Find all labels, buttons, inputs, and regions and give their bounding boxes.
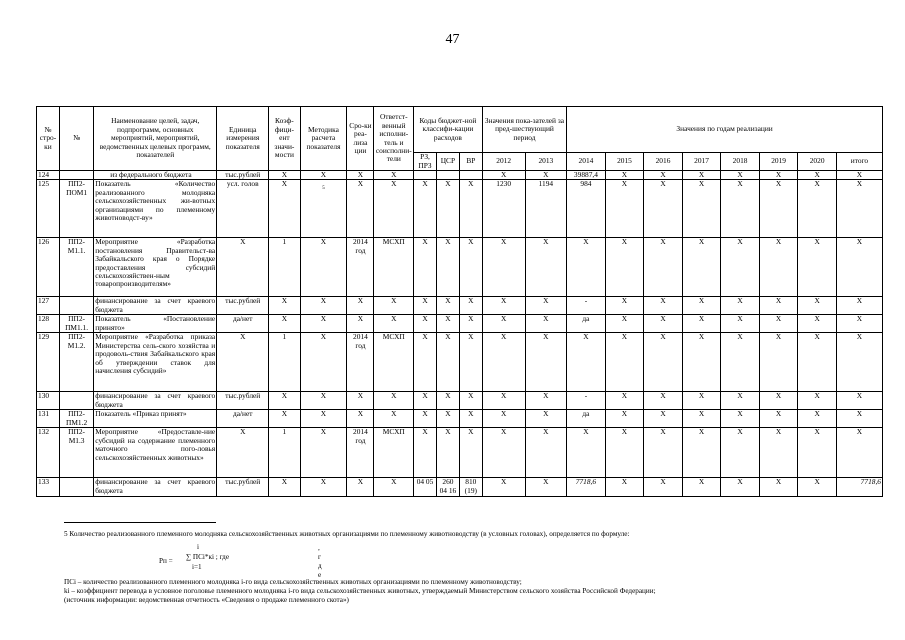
cell-2018: Х xyxy=(721,428,760,478)
cell-2013: Х xyxy=(525,171,567,180)
cell-row-number: 130 xyxy=(37,392,60,410)
cell-2020: Х xyxy=(798,180,837,238)
cell-2019: Х xyxy=(759,333,798,392)
cell-rz: Х xyxy=(414,238,437,297)
cell-2012: Х xyxy=(482,333,525,392)
cell-code xyxy=(59,297,93,315)
header-year-2015: 2015 xyxy=(605,153,644,171)
cell-total: Х xyxy=(836,392,882,410)
cell-2015: Х xyxy=(605,171,644,180)
header-unit: Единица измерения показателя xyxy=(217,107,269,171)
cell-row-number: 126 xyxy=(37,238,60,297)
table-row xyxy=(37,392,883,410)
cell-row-number: 125 xyxy=(37,180,60,238)
header-year-2016: 2016 xyxy=(644,153,683,171)
header-csr: ЦСР xyxy=(436,153,459,171)
cell-2017: Х xyxy=(682,392,721,410)
cell-total: Х xyxy=(836,333,882,392)
header-method: Методика расчета показателя xyxy=(300,107,347,171)
cell-rz: Х xyxy=(414,392,437,410)
formula-sum: ∑ ПСі*кі ; где xyxy=(186,553,230,561)
cell-responsible: Х xyxy=(374,315,414,333)
cell-total: Х xyxy=(836,171,882,180)
header-year-2017: 2017 xyxy=(682,153,721,171)
cell-vr: Х xyxy=(459,297,482,315)
cell-2016: Х xyxy=(644,392,683,410)
cell-unit: да/нет xyxy=(217,410,269,428)
cell-vr: 810 (19) xyxy=(459,478,482,497)
cell-2014: - xyxy=(567,297,606,315)
cell-row-number: 124 xyxy=(37,171,60,180)
cell-csr: 260 04 16 xyxy=(436,478,459,497)
cell-2012: Х xyxy=(482,171,525,180)
cell-vr: Х xyxy=(459,428,482,478)
cell-unit: тыс.рублей xyxy=(217,297,269,315)
cell-2012: Х xyxy=(482,315,525,333)
cell-code: ПП2-М1.2. xyxy=(59,333,93,392)
cell-csr: Х xyxy=(436,392,459,410)
cell-code: ПП2-ПМ1.2 xyxy=(59,410,93,428)
cell-2019: Х xyxy=(759,315,798,333)
cell-2020: Х xyxy=(798,238,837,297)
header-name: Наименование целей, задач, подпрограмм, основных мероприятий, мероприятий, ведомственных целевых программ, показателей xyxy=(94,107,217,171)
table-row xyxy=(37,297,883,315)
cell-method: Х xyxy=(300,428,347,478)
cell-coefficient: Х xyxy=(269,315,300,333)
cell-2017: Х xyxy=(682,238,721,297)
cell-2013: Х xyxy=(525,315,567,333)
table-row xyxy=(37,180,883,238)
cell-method-footnote-ref: 5 xyxy=(300,180,347,238)
cell-term: Х xyxy=(347,410,374,428)
cell-2015: Х xyxy=(605,410,644,428)
cell-2018: Х xyxy=(721,392,760,410)
table-row xyxy=(37,428,883,478)
cell-2019: Х xyxy=(759,297,798,315)
cell-2019: Х xyxy=(759,478,798,497)
cell-rz: Х xyxy=(414,428,437,478)
header-responsible: Ответст-венный исполни-тель и соисполни-тели xyxy=(374,107,414,171)
cell-code: ПП2-ПОМ1 xyxy=(59,180,93,238)
cell-2018: Х xyxy=(721,410,760,428)
cell-total: 7718,6 xyxy=(836,478,882,497)
table-row xyxy=(37,333,883,392)
cell-name: финансирование за счет краевого бюджета xyxy=(95,391,216,409)
table-row xyxy=(37,171,883,180)
cell-method: Х xyxy=(300,171,347,180)
cell-2016: Х xyxy=(644,315,683,333)
cell-csr: Х xyxy=(436,315,459,333)
cell-2013: Х xyxy=(525,410,567,428)
cell-2018: Х xyxy=(721,171,760,180)
cell-2019: Х xyxy=(759,238,798,297)
indicator-table xyxy=(36,106,883,497)
page-number: 47 xyxy=(445,32,460,47)
formula-lhs: Рп = xyxy=(159,557,173,565)
formula-lower-limit: i=1 xyxy=(192,563,202,571)
cell-coefficient: Х xyxy=(269,180,300,238)
cell-term: 2014 год xyxy=(347,428,374,478)
cell-2015: Х xyxy=(605,392,644,410)
cell-2016: Х xyxy=(644,171,683,180)
cell-2019: Х xyxy=(759,171,798,180)
cell-rz: Х xyxy=(414,315,437,333)
cell-name: Мероприятие «Разработка постановления Правительст-ва Забайкальского края о Порядке предоставления субсидий сельскохозяйствен-ным товаропроизводителям» xyxy=(94,238,217,297)
cell-2017: Х xyxy=(682,315,721,333)
footnote-separator xyxy=(64,522,216,523)
cell-rz: Х xyxy=(414,410,437,428)
cell-2016: Х xyxy=(644,410,683,428)
cell-2014: 984 xyxy=(567,180,606,238)
cell-vr: Х xyxy=(459,392,482,410)
cell-name: из федерального бюджета xyxy=(94,171,217,180)
cell-2016: Х xyxy=(644,180,683,238)
cell-row-number: 131 xyxy=(37,410,60,428)
cell-2015: Х xyxy=(605,238,644,297)
cell-2014: 39887,4 xyxy=(567,171,606,180)
cell-2019: Х xyxy=(759,180,798,238)
cell-term: Х xyxy=(347,297,374,315)
cell-unit: Х xyxy=(217,333,269,392)
header-budget-codes: Коды бюджет-ной классифи-кации расходов xyxy=(414,107,483,153)
header-years: Значения по годам реализации xyxy=(567,107,883,153)
cell-csr: Х xyxy=(436,180,459,238)
cell-2012: Х xyxy=(482,392,525,410)
cell-2013: Х xyxy=(525,333,567,392)
cell-method: Х xyxy=(300,410,347,428)
cell-coefficient: Х xyxy=(269,392,300,410)
formula-upper-limit: i xyxy=(197,543,199,551)
cell-2012: Х xyxy=(482,297,525,315)
cell-unit: тыс.рублей xyxy=(217,478,269,497)
cell-2016: Х xyxy=(644,238,683,297)
cell-2017: Х xyxy=(682,428,721,478)
cell-coefficient: 1 xyxy=(269,428,300,478)
cell-method: Х xyxy=(300,392,347,410)
cell-2018: Х xyxy=(721,238,760,297)
cell-row-number: 129 xyxy=(37,333,60,392)
cell-unit: да/нет xyxy=(217,315,269,333)
cell-coefficient: Х xyxy=(269,297,300,315)
cell-2013: Х xyxy=(525,478,567,497)
cell-rz: Х xyxy=(414,333,437,392)
cell-rz xyxy=(414,171,437,180)
cell-name: Мероприятие «Предоставле-ние субсидий на содержание племенного маточного пого-ловья сельскохозяйственных животных» xyxy=(94,428,217,478)
cell-2019: Х xyxy=(759,392,798,410)
cell-vr: Х xyxy=(459,315,482,333)
formula-side-chars: , г д е xyxy=(318,544,322,579)
cell-2020: Х xyxy=(798,428,837,478)
cell-2020: Х xyxy=(798,297,837,315)
cell-name: Мероприятие «Разработка приказа Министерства сель-ского хозяйства и продоволь-ствия Забайкальского края об утверждении ставок для начисления субсидий» xyxy=(94,333,217,392)
cell-method: Х xyxy=(300,333,347,392)
cell-row-number: 128 xyxy=(37,315,60,333)
cell-method: Х xyxy=(300,238,347,297)
cell-responsible: Х xyxy=(374,180,414,238)
cell-2017: Х xyxy=(682,171,721,180)
cell-coefficient: 1 xyxy=(269,238,300,297)
cell-csr: Х xyxy=(436,297,459,315)
cell-vr: Х xyxy=(459,410,482,428)
cell-2015: Х xyxy=(605,180,644,238)
cell-rz: 04 05 xyxy=(414,478,437,497)
cell-2017: Х xyxy=(682,180,721,238)
cell-rz: Х xyxy=(414,180,437,238)
header-year-2018: 2018 xyxy=(721,153,760,171)
cell-2014: Х xyxy=(567,238,606,297)
cell-responsible: МСХП xyxy=(374,428,414,478)
cell-responsible: Х xyxy=(374,392,414,410)
cell-csr xyxy=(436,171,459,180)
cell-2020: Х xyxy=(798,333,837,392)
header-vr: ВР xyxy=(459,153,482,171)
cell-2016: Х xyxy=(644,428,683,478)
cell-2017: Х xyxy=(682,333,721,392)
cell-name: финансирование за счет краевого бюджета xyxy=(94,478,217,497)
cell-coefficient: Х xyxy=(269,478,300,497)
cell-2012: Х xyxy=(482,238,525,297)
cell-unit: тыс.рублей xyxy=(217,171,269,180)
cell-2013: Х xyxy=(525,392,567,410)
cell-row-number: 127 xyxy=(37,297,60,315)
cell-csr: Х xyxy=(436,333,459,392)
cell-2014: Х xyxy=(567,428,606,478)
cell-2018: Х xyxy=(721,297,760,315)
cell-row-number: 132 xyxy=(37,428,60,478)
cell-2014: 7718,6 xyxy=(567,478,606,497)
cell-row-number: 133 xyxy=(37,478,60,497)
cell-2020: Х xyxy=(798,171,837,180)
header-previous-period: Значения пока-зателей за пред-шествующий период xyxy=(482,107,566,153)
header-year-2020: 2020 xyxy=(798,153,837,171)
cell-responsible: МСХП xyxy=(374,333,414,392)
cell-coefficient: 1 xyxy=(269,333,300,392)
cell-2014: да xyxy=(567,410,606,428)
cell-responsible: Х xyxy=(374,171,414,180)
cell-term: 2014 год xyxy=(347,238,374,297)
footnote-source: (источник информации: ведомственная отчетность «Сведения о продаже племенного скота») xyxy=(64,596,349,604)
cell-code: ПП2-М1.3 xyxy=(59,428,93,478)
cell-2013: 1194 xyxy=(525,180,567,238)
cell-code: ПП2-ПМ1.1. xyxy=(59,315,93,333)
cell-term: Х xyxy=(347,180,374,238)
cell-term: Х xyxy=(347,171,374,180)
cell-2020: Х xyxy=(798,315,837,333)
cell-2018: Х xyxy=(721,478,760,497)
cell-2018: Х xyxy=(721,180,760,238)
cell-rz: Х xyxy=(414,297,437,315)
table-row xyxy=(37,478,883,497)
cell-responsible: Х xyxy=(374,410,414,428)
header-year-2013: 2013 xyxy=(525,153,567,171)
cell-term: Х xyxy=(347,315,374,333)
cell-2015: Х xyxy=(605,297,644,315)
cell-2013: Х xyxy=(525,428,567,478)
cell-unit: усл. голов xyxy=(217,180,269,238)
cell-unit: Х xyxy=(217,428,269,478)
cell-2016: Х xyxy=(644,297,683,315)
cell-code xyxy=(59,171,93,180)
cell-2012: Х xyxy=(482,478,525,497)
cell-term: Х xyxy=(347,478,374,497)
cell-2018: Х xyxy=(721,333,760,392)
header-coefficient: Коэф-фици-ент значи-мости xyxy=(269,107,300,171)
footnote-text: 5 Количество реализованного племенного молодняка сельскохозяйственных животных организациями по племенному животноводству (в условных головах), определяется по формуле: xyxy=(64,530,630,538)
cell-2014: да xyxy=(567,315,606,333)
cell-2017: Х xyxy=(682,478,721,497)
cell-code: ПП2-М1.1. xyxy=(59,238,93,297)
cell-vr: Х xyxy=(459,180,482,238)
header-year-2014: 2014 xyxy=(567,153,606,171)
table-row xyxy=(37,410,883,428)
cell-unit: Х xyxy=(217,238,269,297)
cell-2012: Х xyxy=(482,428,525,478)
header-year-2019: 2019 xyxy=(759,153,798,171)
cell-2015: Х xyxy=(605,478,644,497)
cell-2016: Х xyxy=(644,478,683,497)
cell-coefficient: Х xyxy=(269,410,300,428)
cell-vr: Х xyxy=(459,238,482,297)
cell-total: Х xyxy=(836,180,882,238)
cell-2020: Х xyxy=(798,410,837,428)
cell-responsible: МСХП xyxy=(374,238,414,297)
cell-2013: Х xyxy=(525,238,567,297)
cell-method: Х xyxy=(300,315,347,333)
cell-vr xyxy=(459,171,482,180)
cell-method: Х xyxy=(300,297,347,315)
cell-responsible: Х xyxy=(374,297,414,315)
cell-2017: Х xyxy=(682,297,721,315)
table-row xyxy=(37,238,883,297)
cell-term: Х xyxy=(347,392,374,410)
footnote-definition-psi: ПСі – количество реализованного племенного молодняка i-го вида сельскохозяйственных животных организациями по племенному животноводству; xyxy=(64,578,522,586)
cell-total: Х xyxy=(836,410,882,428)
cell-code xyxy=(59,478,93,497)
cell-csr: Х xyxy=(436,428,459,478)
cell-2019: Х xyxy=(759,428,798,478)
cell-2012: Х xyxy=(482,410,525,428)
header-no: № xyxy=(59,107,93,171)
cell-2018: Х xyxy=(721,315,760,333)
cell-name: Показатель «Постановление принято» xyxy=(95,314,216,332)
cell-method: Х xyxy=(300,478,347,497)
cell-unit: тыс.рублей xyxy=(217,392,269,410)
cell-name: финансирование за счет краевого бюджета xyxy=(95,296,216,314)
cell-2012: 1230 xyxy=(482,180,525,238)
footnote-definition-ki: kі – коэффициент перевода в условное поголовье племенного молодняка i-го вида сельскохозяйственных животных, утверждаемый Министерством сельского хозяйства Российской Федерации; xyxy=(64,587,656,595)
cell-2017: Х xyxy=(682,410,721,428)
cell-total: Х xyxy=(836,297,882,315)
cell-vr: Х xyxy=(459,333,482,392)
cell-csr: Х xyxy=(436,238,459,297)
cell-total: Х xyxy=(836,315,882,333)
header-rz: РЗ, ПРЗ xyxy=(414,153,437,171)
cell-name: Показатель «Приказ принят» xyxy=(94,410,217,428)
cell-2014: - xyxy=(567,392,606,410)
cell-responsible: Х xyxy=(374,478,414,497)
header-term: Сро-ки реа-лиза ции xyxy=(347,107,374,171)
cell-code xyxy=(59,392,93,410)
cell-csr: Х xyxy=(436,410,459,428)
header-row-no: № стро-ки xyxy=(37,107,60,171)
cell-2015: Х xyxy=(605,333,644,392)
cell-name: Показатель «Количество реализованного молодняка сельскохозяйственных жи-вотных организациями по племенному животноводст-ву» xyxy=(94,180,217,238)
cell-2016: Х xyxy=(644,333,683,392)
cell-2013: Х xyxy=(525,297,567,315)
cell-coefficient: Х xyxy=(269,171,300,180)
cell-2014: Х xyxy=(567,333,606,392)
header-total: итого xyxy=(836,153,882,171)
cell-term: 2014 год xyxy=(347,333,374,392)
cell-2020: Х xyxy=(798,392,837,410)
cell-2019: Х xyxy=(759,410,798,428)
header-year-2012: 2012 xyxy=(482,153,525,171)
cell-total: Х xyxy=(836,428,882,478)
cell-2015: Х xyxy=(605,428,644,478)
cell-2020: Х xyxy=(798,478,837,497)
cell-total: Х xyxy=(836,238,882,297)
table-row xyxy=(37,315,883,333)
cell-2015: Х xyxy=(605,315,644,333)
